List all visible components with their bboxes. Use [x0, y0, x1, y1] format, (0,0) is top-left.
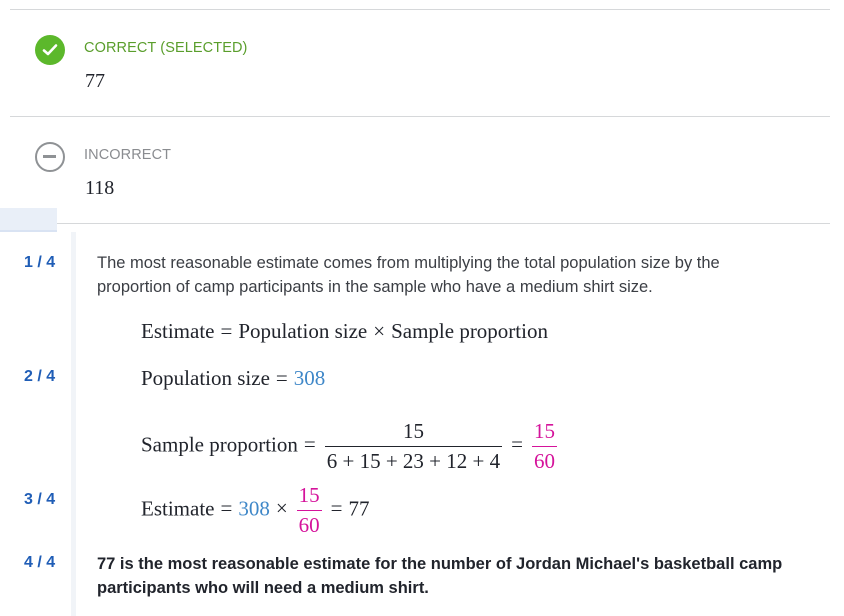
hint-step-number: 4 / 4 — [24, 554, 56, 571]
times-sign: × — [373, 319, 386, 343]
population-label: Population size — [141, 366, 270, 390]
estimate-label: Estimate — [141, 496, 215, 521]
hint-tab-underline — [0, 230, 57, 232]
hint-step-number: 3 / 4 — [24, 491, 56, 508]
formula-term-b: Sample proportion — [391, 319, 548, 343]
proportion-fraction — [297, 483, 322, 538]
estimate-result: 77 — [348, 496, 370, 521]
equals-sign: = — [303, 432, 316, 457]
hint-step-number: 1 / 4 — [24, 254, 56, 271]
sample-proportion-line — [141, 419, 560, 474]
fraction-numerator: 15 — [298, 483, 320, 507]
formula-line — [141, 319, 548, 344]
fraction-numerator: 15 — [533, 419, 555, 443]
hint-rail — [71, 232, 76, 616]
population-value: 308 — [293, 366, 326, 390]
sample-fraction — [325, 419, 502, 474]
minus-circle-icon — [35, 142, 65, 172]
times-sign: × — [275, 496, 288, 521]
population-value: 308 — [238, 496, 270, 521]
checkmark-icon — [35, 35, 65, 65]
choice-status-label: INCORRECT — [84, 147, 172, 163]
simplified-fraction — [532, 419, 557, 474]
hint-tab — [0, 208, 57, 231]
equals-sign: = — [220, 319, 233, 343]
equals-sign: = — [511, 432, 523, 457]
equals-sign: = — [220, 496, 233, 521]
equals-sign: = — [330, 496, 343, 521]
divider — [10, 9, 830, 10]
choice-value: 118 — [85, 177, 115, 199]
fraction-denominator: 60 — [297, 510, 322, 538]
hint-intro-text: The most reasonable estimate comes from multiplying the total population size by the proportion of camp participants in the sample who have a medium shirt size. — [97, 254, 720, 296]
equals-sign: = — [275, 366, 288, 390]
divider — [10, 116, 830, 117]
formula-lhs: Estimate — [141, 319, 215, 343]
fraction-denominator: 60 — [532, 446, 557, 474]
choice-value: 77 — [85, 70, 105, 92]
hint-step-number: 2 / 4 — [24, 368, 56, 385]
choice-status-label: CORRECT (SELECTED) — [84, 40, 248, 56]
population-line — [141, 366, 325, 391]
formula-term-a: Population size — [238, 319, 368, 343]
sample-label: Sample proportion — [141, 432, 298, 457]
fraction-numerator: 15 — [402, 419, 424, 443]
fraction-denominator: 6 + 15 + 23 + 12 + 4 — [325, 446, 502, 474]
hint-conclusion-text: 77 is the most reasonable estimate for the number of Jordan Michael's basketball camp participants who will need a medium shirt. — [97, 555, 783, 597]
estimate-line — [141, 483, 370, 538]
divider — [10, 223, 830, 224]
